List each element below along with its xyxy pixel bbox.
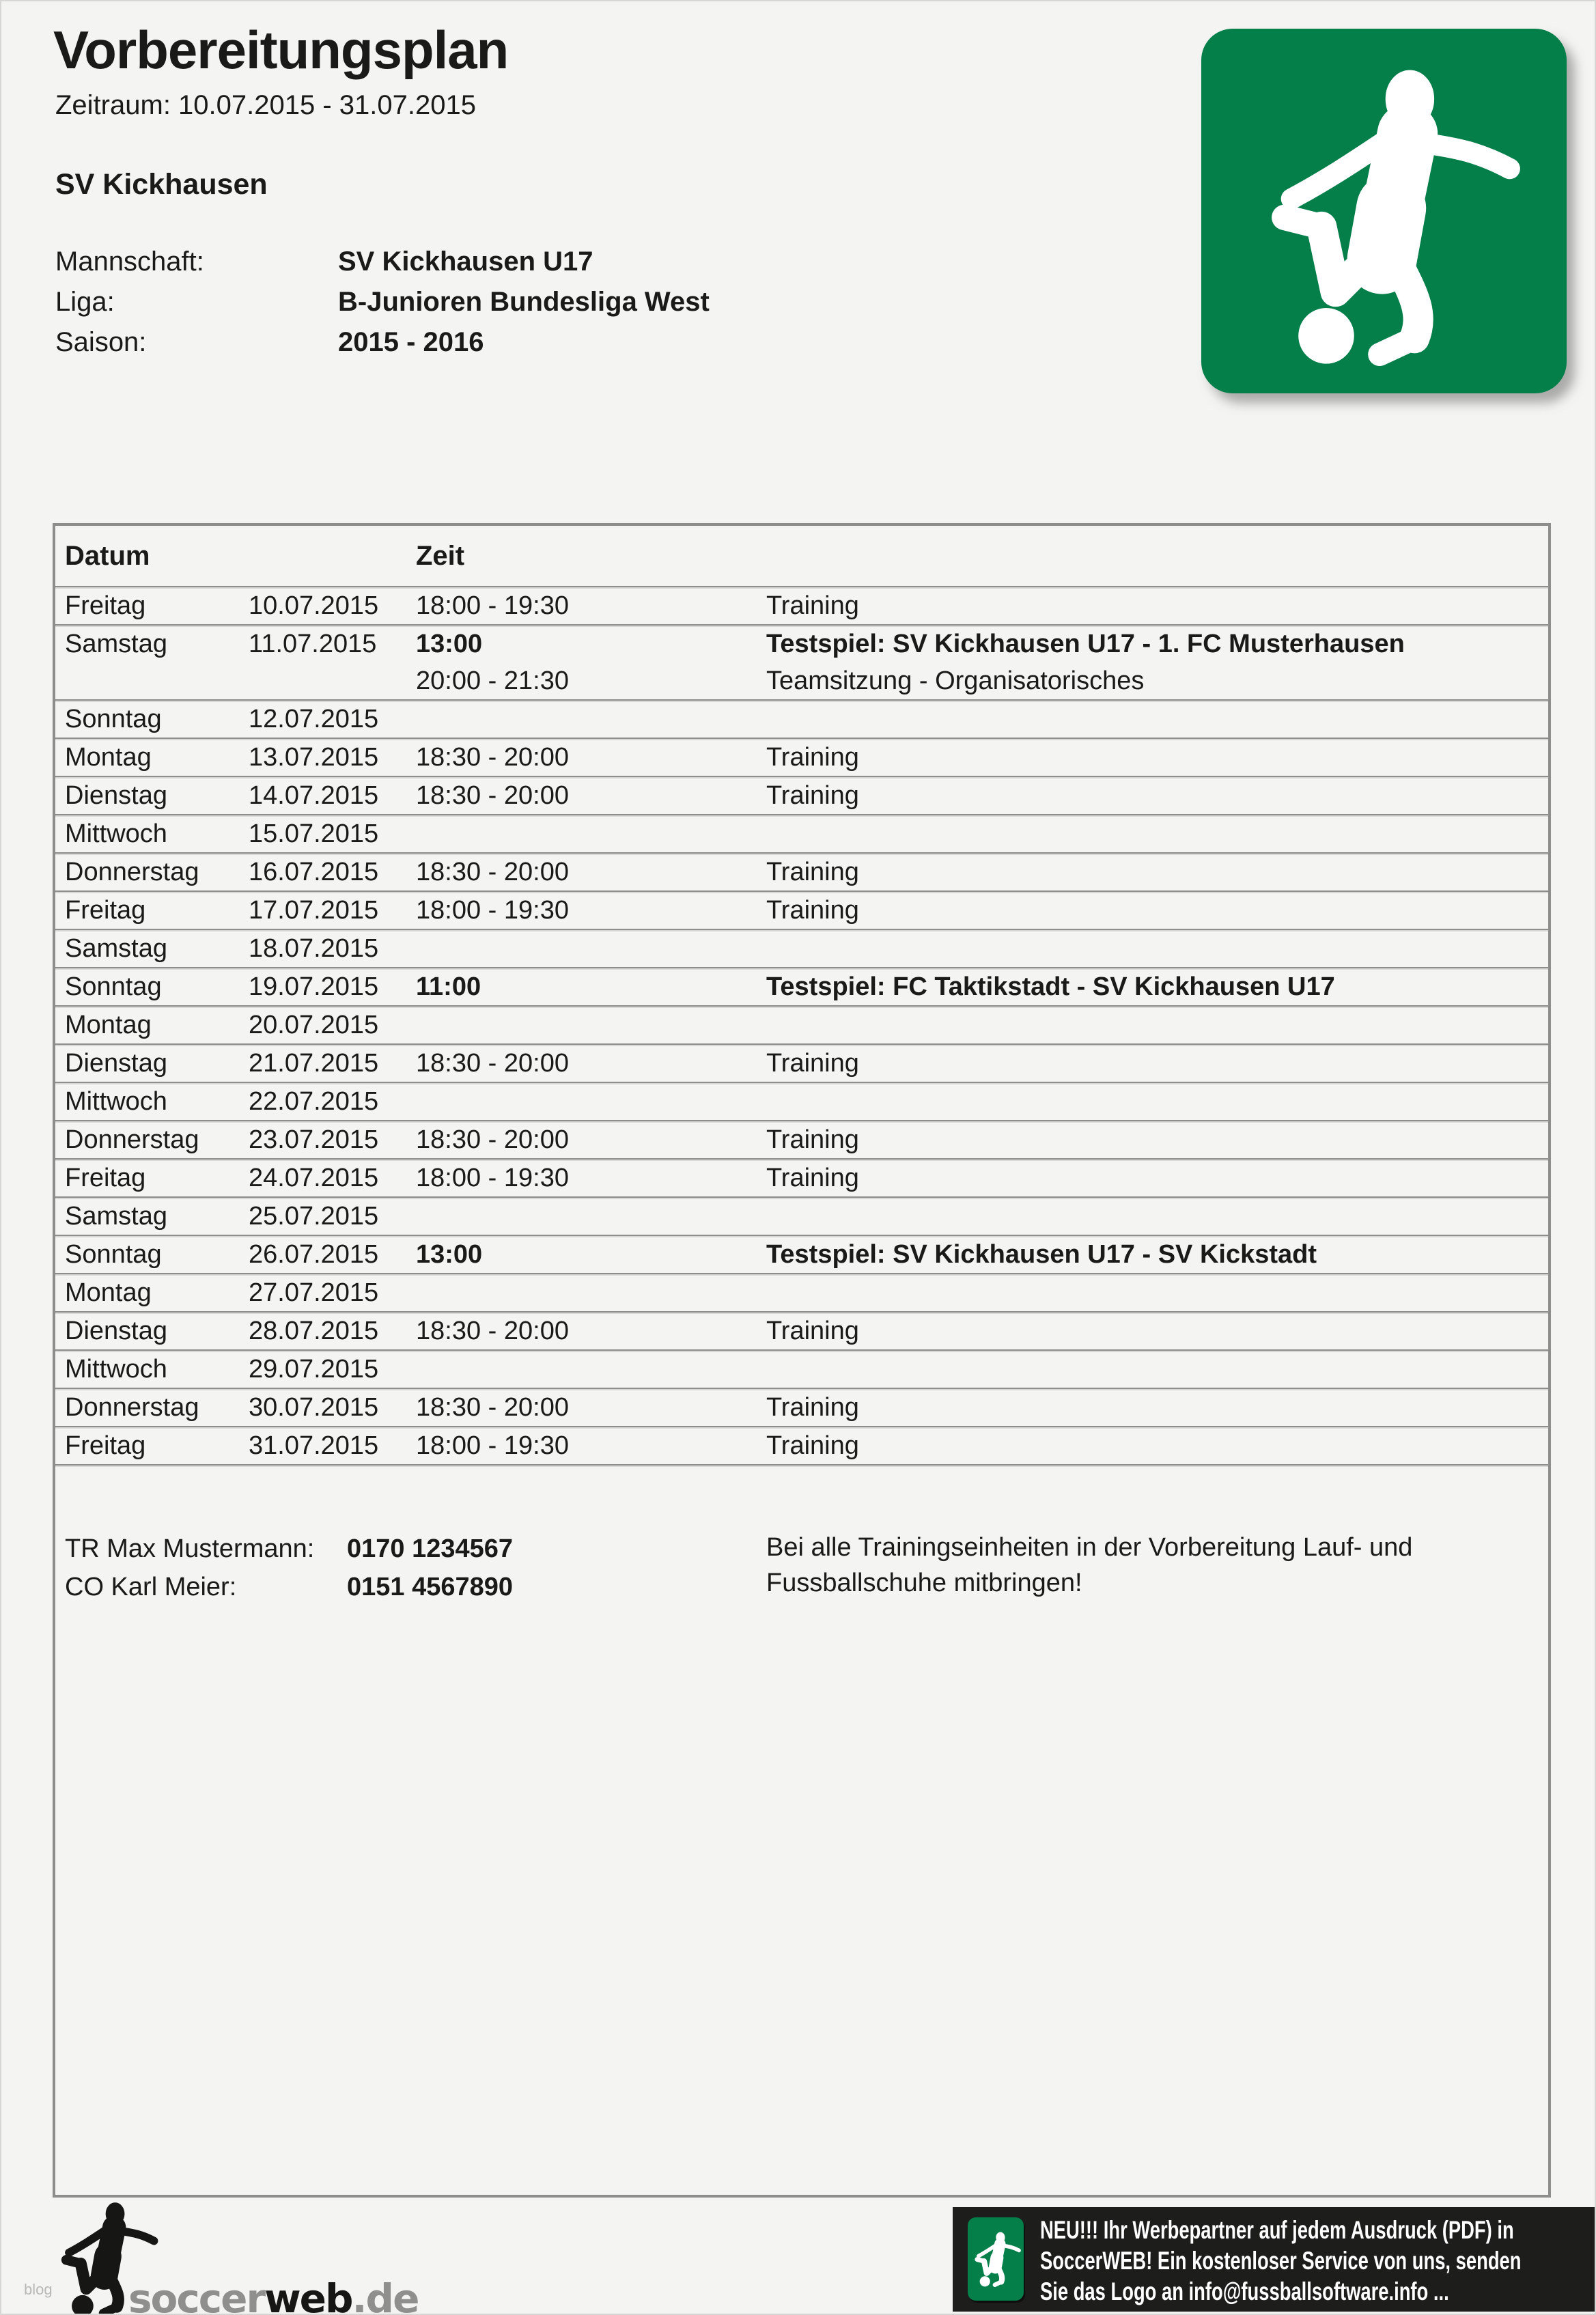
cell-date: 13.07.2015 bbox=[249, 743, 379, 772]
table-row bbox=[55, 1349, 1548, 1388]
info-value: 2015 - 2016 bbox=[338, 327, 484, 357]
table-row bbox=[55, 890, 1548, 929]
cell-activity: Training bbox=[766, 1049, 859, 1078]
table-row bbox=[55, 776, 1548, 814]
contact-phone: 0170 1234567 bbox=[347, 1534, 514, 1563]
cell-date: 12.07.2015 bbox=[249, 705, 379, 733]
advert-line: SoccerWEB! Ein kostenloser Service von uns, senden bbox=[1040, 2247, 1522, 2275]
cell-activity: Training bbox=[766, 896, 859, 925]
cell-date: 23.07.2015 bbox=[249, 1125, 379, 1154]
cell-time bbox=[416, 701, 766, 738]
info-row-liga bbox=[55, 282, 710, 322]
cell-time: 18:30 - 20:00 bbox=[416, 1125, 569, 1154]
table-row bbox=[55, 1158, 1548, 1196]
cell-time: 18:30 - 20:00 bbox=[416, 1317, 569, 1345]
cell-activity bbox=[766, 930, 1548, 968]
cell-date: 20.07.2015 bbox=[249, 1011, 379, 1039]
table-header bbox=[55, 526, 1548, 586]
table-row bbox=[55, 699, 1548, 738]
cell-day: Donnerstag bbox=[65, 1125, 199, 1154]
cell-day: Sonntag bbox=[65, 705, 162, 733]
cell-activity: Training bbox=[766, 591, 859, 620]
table-row bbox=[55, 1311, 1548, 1349]
cell-activity bbox=[766, 1198, 1548, 1235]
table-row bbox=[55, 967, 1548, 1005]
cell-activity bbox=[766, 1351, 1548, 1388]
advert-line: NEU!!! Ihr Werbepartner auf jedem Ausdruck (PDF) in bbox=[1040, 2216, 1514, 2244]
cell-date: 29.07.2015 bbox=[249, 1355, 379, 1384]
contact-label: TR Max Mustermann: bbox=[65, 1534, 315, 1563]
cell-day: Dienstag bbox=[65, 1317, 167, 1345]
table-row bbox=[55, 1426, 1548, 1464]
info-label: Liga: bbox=[55, 287, 115, 317]
cell-date: 24.07.2015 bbox=[249, 1164, 379, 1192]
advert-badge bbox=[968, 2217, 1024, 2301]
contact-label: CO Karl Meier: bbox=[65, 1572, 237, 1601]
cell-time: 18:30 - 20:00 bbox=[416, 858, 569, 886]
cell-activity bbox=[766, 1007, 1548, 1044]
cell-time: 18:30 - 20:00 bbox=[416, 743, 569, 772]
cell-date: 21.07.2015 bbox=[249, 1049, 379, 1078]
table-row bbox=[55, 1235, 1548, 1273]
cell-activity: Training bbox=[766, 1317, 859, 1345]
cell-day: Montag bbox=[65, 1278, 152, 1307]
table-row bbox=[55, 738, 1548, 776]
table-row bbox=[55, 852, 1548, 890]
cell-activity: Training bbox=[766, 1164, 859, 1192]
cell-day: Dienstag bbox=[65, 1049, 167, 1078]
cell-time: 18:00 - 19:30 bbox=[416, 1431, 569, 1460]
logo-part-soccer: soccer bbox=[128, 2275, 265, 2315]
soccer-player-icon bbox=[1233, 64, 1535, 366]
logo-part-web: web bbox=[264, 2275, 352, 2315]
advert-line: Sie das Logo an info@fussballsoftware.info ... bbox=[1040, 2277, 1449, 2305]
team-info bbox=[55, 242, 710, 363]
cell-date: 17.07.2015 bbox=[249, 896, 379, 925]
cell-time: 11:00 bbox=[416, 972, 481, 1001]
cell-activity bbox=[766, 1274, 1548, 1312]
column-header-datum: Datum bbox=[65, 540, 150, 571]
table-row bbox=[55, 624, 1548, 699]
info-label: Saison: bbox=[55, 327, 147, 357]
cell-day: Sonntag bbox=[65, 1240, 162, 1269]
cell-activity bbox=[766, 815, 1548, 853]
schedule-rows bbox=[55, 586, 1548, 1464]
cell-time: 18:00 - 19:30 bbox=[416, 591, 569, 620]
table-row bbox=[55, 1388, 1548, 1426]
cell-time: 18:00 - 19:30 bbox=[416, 896, 569, 925]
club-badge bbox=[1201, 29, 1567, 393]
cell-activity: Training bbox=[766, 858, 859, 886]
soccer-player-icon bbox=[968, 2223, 1024, 2295]
table-row bbox=[55, 1005, 1548, 1043]
cell-day: Donnerstag bbox=[65, 1393, 199, 1422]
table-row bbox=[55, 929, 1548, 967]
cell-day: Mittwoch bbox=[65, 1087, 167, 1116]
cell-date: 16.07.2015 bbox=[249, 858, 379, 886]
column-header-zeit: Zeit bbox=[416, 540, 465, 571]
club-name: SV Kickhausen bbox=[55, 168, 268, 201]
info-row-saison bbox=[55, 322, 710, 363]
table-row bbox=[55, 1043, 1548, 1082]
cell-day bbox=[65, 662, 249, 700]
cell-date: 26.07.2015 bbox=[249, 1240, 379, 1269]
cell-activity: Training bbox=[766, 1125, 859, 1154]
cell-time: 18:30 - 20:00 bbox=[416, 781, 569, 810]
table-row bbox=[55, 1273, 1548, 1311]
info-value: SV Kickhausen U17 bbox=[338, 247, 593, 277]
cell-day: Montag bbox=[65, 743, 152, 772]
cell-time bbox=[416, 930, 766, 968]
cell-day: Samstag bbox=[65, 934, 167, 963]
cell-time bbox=[416, 1007, 766, 1044]
cell-activity: Training bbox=[766, 781, 859, 810]
cell-date: 14.07.2015 bbox=[249, 781, 379, 810]
cell-time: 13:00 bbox=[416, 1240, 483, 1269]
cell-activity bbox=[766, 701, 1548, 738]
cell-day: Mittwoch bbox=[65, 819, 167, 848]
cell-activity: Testspiel: SV Kickhausen U17 - SV Kickstadt bbox=[766, 1240, 1317, 1269]
cell-time bbox=[416, 1198, 766, 1235]
cell-date: 22.07.2015 bbox=[249, 1087, 379, 1116]
cell-activity: Training bbox=[766, 1431, 859, 1460]
cell-day: Sonntag bbox=[65, 972, 162, 1001]
cell-date: 30.07.2015 bbox=[249, 1393, 379, 1422]
info-value: B-Junioren Bundesliga West bbox=[338, 287, 710, 317]
cell-day: Montag bbox=[65, 1011, 152, 1039]
cell-day: Mittwoch bbox=[65, 1355, 167, 1384]
cell-time bbox=[416, 1274, 766, 1312]
cell-day: Freitag bbox=[65, 1431, 146, 1460]
cell-day: Freitag bbox=[65, 1164, 146, 1192]
cell-day: Samstag bbox=[65, 630, 167, 658]
cell-time bbox=[416, 1083, 766, 1121]
cell-date bbox=[249, 662, 416, 700]
cell-date: 15.07.2015 bbox=[249, 819, 379, 848]
info-label: Mannschaft: bbox=[55, 247, 204, 277]
table-row bbox=[55, 586, 1548, 624]
contacts-section bbox=[55, 1530, 1548, 1606]
cell-day: Samstag bbox=[65, 1202, 167, 1231]
table-row bbox=[55, 1120, 1548, 1158]
cell-date: 25.07.2015 bbox=[249, 1202, 379, 1231]
logo-part-de: .de bbox=[352, 2275, 419, 2315]
cell-activity: Training bbox=[766, 1393, 859, 1422]
cell-day: Freitag bbox=[65, 591, 146, 620]
cell-day: Dienstag bbox=[65, 781, 167, 810]
cell-time: 20:00 - 21:30 bbox=[416, 667, 569, 695]
preparation-note: Bei alle Trainingseinheiten in der Vorbereitung Lauf- und Fussballschuhe mitbringen! bbox=[766, 1533, 1413, 1597]
cell-date: 10.07.2015 bbox=[249, 591, 379, 620]
contact-phone: 0151 4567890 bbox=[347, 1572, 514, 1601]
advert-text bbox=[1040, 2215, 1596, 2312]
cell-date: 18.07.2015 bbox=[249, 934, 379, 963]
cell-day: Donnerstag bbox=[65, 858, 199, 886]
cell-date: 31.07.2015 bbox=[249, 1431, 379, 1460]
info-row-mannschaft bbox=[55, 242, 710, 282]
cell-activity: Testspiel: SV Kickhausen U17 - 1. FC Musterhausen bbox=[766, 630, 1405, 658]
cell-date: 11.07.2015 bbox=[249, 630, 377, 658]
cell-day: Freitag bbox=[65, 896, 146, 925]
table-row bbox=[55, 814, 1548, 852]
table-row bbox=[55, 1082, 1548, 1120]
cell-time: 18:30 - 20:00 bbox=[416, 1393, 569, 1422]
cell-time: 18:30 - 20:00 bbox=[416, 1049, 569, 1078]
advert-banner bbox=[953, 2207, 1596, 2312]
cell-time bbox=[416, 1351, 766, 1388]
cell-activity: Training bbox=[766, 743, 859, 772]
soccerweb-logo bbox=[128, 2275, 418, 2315]
cell-activity: Teamsitzung - Organisatorisches bbox=[766, 667, 1145, 695]
blog-watermark: blog bbox=[24, 2281, 53, 2298]
date-range: Zeitraum: 10.07.2015 - 31.07.2015 bbox=[55, 90, 476, 120]
cell-date: 28.07.2015 bbox=[249, 1317, 379, 1345]
schedule-table bbox=[53, 523, 1551, 2198]
page-title: Vorbereitungsplan bbox=[53, 20, 509, 80]
cell-time: 18:00 - 19:30 bbox=[416, 1164, 569, 1192]
cell-activity: Testspiel: FC Taktikstadt - SV Kickhausen U17 bbox=[766, 972, 1335, 1001]
cell-time bbox=[416, 815, 766, 853]
cell-time: 13:00 bbox=[416, 630, 483, 658]
cell-date: 19.07.2015 bbox=[249, 972, 379, 1001]
cell-date: 27.07.2015 bbox=[249, 1278, 379, 1307]
table-row bbox=[55, 1196, 1548, 1235]
cell-activity bbox=[766, 1083, 1548, 1121]
